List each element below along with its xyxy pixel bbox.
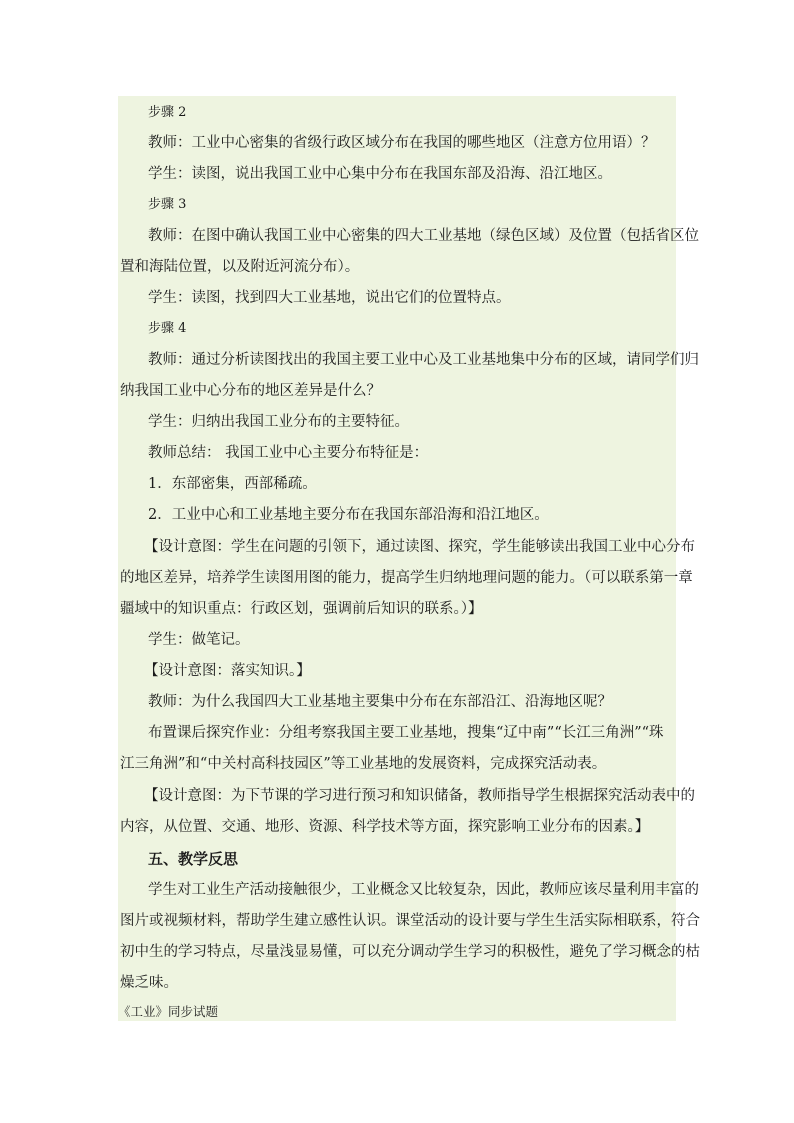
teacher-question-2-line-2: 置和海陆位置，以及附近河流分布）。 xyxy=(120,259,360,275)
reflection-line-1: 学生对工业生产活动接触很少，工业概念又比较复杂，因此，教师应该尽量利用丰富的 xyxy=(148,882,699,898)
design-intent-1-line-3: 疆域中的知识重点：行政区划，强调前后知识的联系。）】 xyxy=(120,601,483,617)
document-page xyxy=(118,96,700,1021)
teacher-summary: 教师总结： 我国工业中心主要分布特征是： xyxy=(148,445,429,461)
teacher-question-3-line-2: 纳我国工业中心分布的地区差异是什么？ xyxy=(120,383,381,399)
design-intent-1-line-2: 的地区差异，培养学生读图用图的能力，提高学生归纳地理问题的能力。（可以联系第一章 xyxy=(120,570,693,586)
reflection-line-4: 燥乏味。 xyxy=(120,975,178,991)
design-intent-2: 【设计意图：落实知识。】 xyxy=(144,663,311,679)
student-answer-2: 学生：读图，找到四大工业基地，说出它们的位置特点。 xyxy=(148,290,511,306)
step-4-label: 步骤 4 xyxy=(148,321,187,336)
design-intent-3-line-1: 【设计意图：为下节课的学习进行预习和知识储备，教师指导学生根据探究活动表中的 xyxy=(144,788,695,804)
student-notes: 学生：做笔记。 xyxy=(148,632,250,648)
footer-title: 《工业》同步试题 xyxy=(118,1004,219,1019)
teacher-question-4: 教师：为什么我国四大工业基地主要集中分布在东部沿江、沿海地区呢？ xyxy=(148,694,612,710)
section-5-heading: 五、教学反思 xyxy=(148,850,239,868)
summary-point-2: 2．工业中心和工业基地主要分布在我国东部沿海和沿江地区。 xyxy=(148,507,549,523)
teacher-question-1: 教师：工业中心密集的省级行政区域分布在我国的哪些地区（注意方位用语）？ xyxy=(148,135,656,151)
summary-point-1: 1．东部密集，西部稀疏。 xyxy=(148,476,317,492)
step-3-label: 步骤 3 xyxy=(148,197,187,212)
reflection-line-3: 初中生的学习特点，尽量浅显易懂，可以充分调动学生学习的积极性，避免了学习概念的枯 xyxy=(120,944,700,960)
design-intent-1-line-1: 【设计意图：学生在问题的引领下，通过读图、探究，学生能够读出我国工业中心分布 xyxy=(144,539,695,555)
step-2-label: 步骤 2 xyxy=(148,105,187,120)
student-answer-1: 学生：读图，说出我国工业中心集中分布在我国东部及沿海、沿江地区。 xyxy=(148,166,612,182)
homework-line-2: 江三角洲”和“中关村高科技园区”等工业基地的发展资料，完成探究活动表。 xyxy=(120,756,607,772)
student-answer-3: 学生：归纳出我国工业分布的主要特征。 xyxy=(148,414,409,430)
design-intent-3-line-2: 内容，从位置、交通、地形、资源、科学技术等方面，探究影响工业分布的因素。】 xyxy=(120,819,650,835)
teacher-question-3-line-1: 教师：通过分析读图找出的我国主要工业中心及工业基地集中分布的区域，请同学们归 xyxy=(148,352,699,368)
teacher-question-2-line-1: 教师：在图中确认我国工业中心密集的四大工业基地（绿色区域）及位置（包括省区位 xyxy=(148,228,699,244)
homework-line-1: 布置课后探究作业：分组考察我国主要工业基地，搜集“辽中南”“长江三角洲”“珠 xyxy=(148,725,664,741)
reflection-line-2: 图片或视频材料，帮助学生建立感性认识。课堂活动的设计要与学生生活实际相联系，符合 xyxy=(120,913,700,929)
